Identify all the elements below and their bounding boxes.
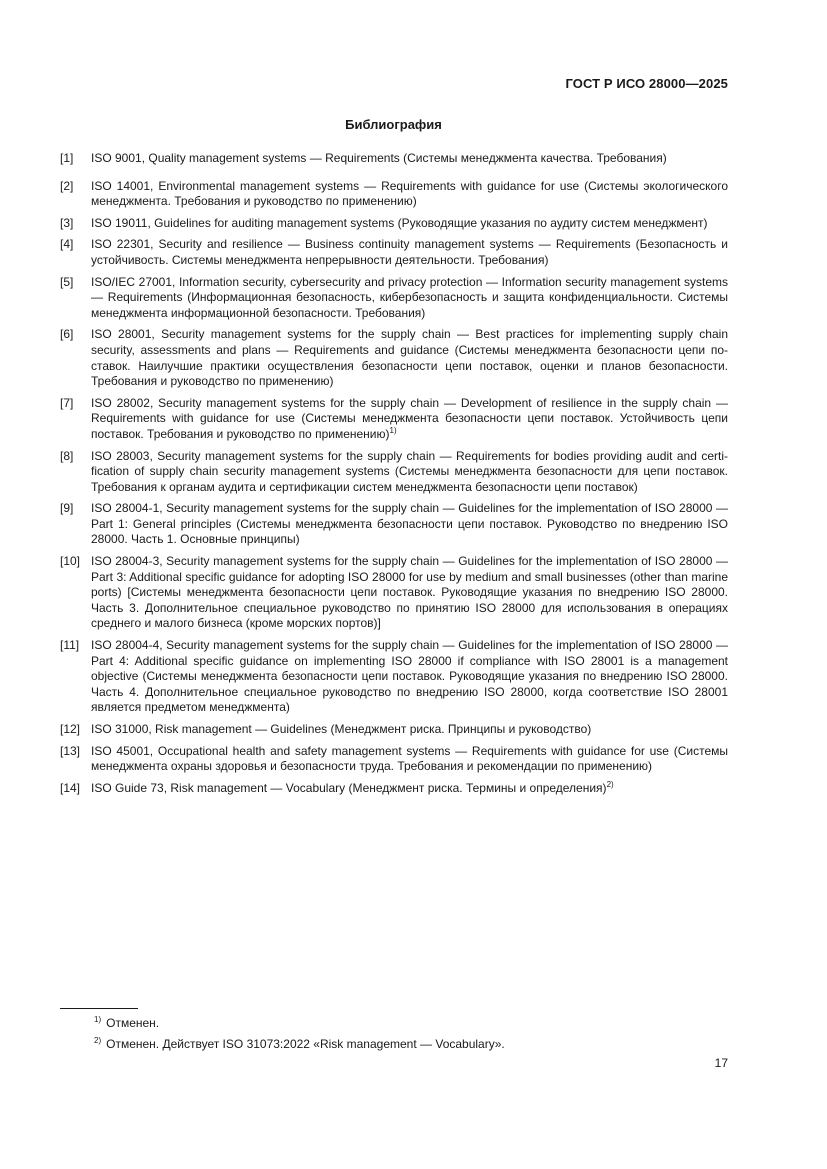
entry-citation: ISO 28002, Security management systems for the supply chain — Development of resilience in the supply chain — Requirements with guidance for use (Системы менеджмента безопасности цепи поставок. Устойчивость цепи поставок. Требования и руководство по применению) bbox=[91, 395, 728, 441]
entry-number: [14] bbox=[60, 780, 81, 795]
entry-citation: ISO 9001, Quality management systems — Requirements (Системы менеджмента качества. Требования) bbox=[91, 151, 667, 165]
entry-number: [3] bbox=[60, 215, 74, 230]
bibliography-entry-11 bbox=[60, 638, 728, 716]
page-header-standard-code: ГОСТ Р ИСО 28000—2025 bbox=[565, 76, 728, 91]
bibliography-entry-6 bbox=[60, 327, 728, 389]
entry-citation: ISO 28001, Security management systems for the supply chain — Best practices for implementing supply chain security, assessments and plans — Requirements and guidance (Системы менеджмента безопасности цепи поставок. Наилучшие практики осуществления безопасности цепи поставок, оценки и планов безопасности. Требования и руководство по применению) bbox=[91, 327, 728, 389]
entry-text bbox=[91, 396, 728, 443]
entry-text bbox=[91, 327, 728, 389]
bibliography-entry-1 bbox=[60, 151, 728, 167]
entry-number: [4] bbox=[60, 237, 74, 252]
entry-text bbox=[91, 781, 728, 797]
bibliography-entry-5 bbox=[60, 275, 728, 322]
entry-text bbox=[91, 638, 728, 716]
bibliography-entry-2 bbox=[60, 179, 728, 210]
entry-number: [7] bbox=[60, 395, 74, 410]
entry-text bbox=[91, 449, 728, 496]
entry-citation: ISO 19011, Guidelines for auditing management systems (Руководящие указания по аудиту систем менеджмент) bbox=[91, 215, 708, 230]
bibliography-entry-9 bbox=[60, 501, 728, 548]
entry-citation: ISO 14001, Environmental management systems — Requirements with guidance for use (Системы экологического менеджмента. Требования и руководство по применению) bbox=[91, 178, 728, 209]
entry-number: [8] bbox=[60, 448, 74, 463]
bibliography-entry-12 bbox=[60, 722, 728, 738]
bibliography-entry-14 bbox=[60, 781, 728, 797]
page-number: 17 bbox=[714, 1056, 728, 1070]
entry-citation: ISO Guide 73, Risk management — Vocabulary (Менеджмент риска. Термины и определения) bbox=[91, 780, 607, 795]
entry-text bbox=[91, 237, 728, 268]
footnote-mark: 2) bbox=[94, 1036, 102, 1045]
entry-citation: ISO 28003, Security management systems for the supply chain — Requirements for bodies providing audit and certification of supply chain security management systems (Системы менеджмента безопасности для цепи поставок. Требования к органам аудита и сертификации систем менеджмента безопасности цепи поставок) bbox=[91, 448, 728, 494]
bibliography-title: Библиография bbox=[345, 117, 442, 132]
entry-number: [1] bbox=[60, 151, 74, 165]
entry-text bbox=[91, 179, 728, 210]
entry-text bbox=[91, 151, 728, 167]
entry-number: [9] bbox=[60, 501, 74, 516]
entry-number: [12] bbox=[60, 722, 81, 736]
entry-text bbox=[91, 216, 728, 232]
footnote-2 bbox=[94, 1037, 728, 1052]
entry-number: [5] bbox=[60, 274, 74, 289]
entry-text bbox=[91, 501, 728, 548]
entry-citation: ISO 22301, Security and resilience — Business continuity management systems — Requirements (Безопасность и устойчивость. Системы менеджмента непрерывности деятельности. Требования) bbox=[91, 237, 728, 267]
entry-citation: ISO 28004-3, Security management systems for the supply chain — Guidelines for the implementation of ISO 28000 — Part 3: Additional specific guidance for adopting ISO 28000 for use by medium and small businesses (other than marine ports) [Системы менеджмента безопасности цепи поставок. Руководящие указания по внедрению ISO 28000. Часть 3. Дополнительное специальное руководство по принятию ISO 28000 для использования в операциях среднего и малого бизнеса (кроме морских портов)] bbox=[91, 554, 728, 631]
entry-number: [13] bbox=[60, 743, 81, 758]
footnotes-section bbox=[94, 1016, 728, 1058]
entry-text bbox=[91, 744, 728, 775]
entry-text bbox=[91, 275, 728, 322]
bibliography-list bbox=[60, 151, 728, 802]
bibliography-entry-7 bbox=[60, 396, 728, 443]
footnote-mark: 1) bbox=[94, 1015, 102, 1024]
footnote-text: Отменен. bbox=[106, 1016, 160, 1030]
bibliography-entry-8 bbox=[60, 449, 728, 496]
entry-text bbox=[91, 722, 728, 738]
entry-text bbox=[91, 554, 728, 632]
entry-number: [6] bbox=[60, 327, 74, 342]
entry-citation: ISO 31000, Risk management — Guidelines (Менеджмент риска. Принципы и руководство) bbox=[91, 722, 592, 736]
footnote-marker: 1) bbox=[389, 425, 397, 435]
entry-citation: ISO/IEC 27001, Information security, cybersecurity and privacy protection — Information security management systems — Requirements (Информационная безопасность, кибербезопасность и защита конфиденциальности. Системы менеджмента информационной безопасности. Требования) bbox=[91, 274, 728, 320]
entry-citation: ISO 28004-4, Security management systems for the supply chain — Guidelines for the implementation of ISO 28000 — Part 4: Additional specific guidance on implementing ISO 28000 if compliance with ISO 28001 is a management objective (Системы менеджмента безопасности цепи поставок. Руководящие указания по внедрению ISO 28000. Часть 4. Дополнительное специальное руководство по внедрению ISO 28000, когда соответствие ISO 28001 является предметом менеджмента) bbox=[91, 638, 728, 715]
bibliography-entry-10 bbox=[60, 554, 728, 632]
bibliography-entry-13 bbox=[60, 744, 728, 775]
entry-citation: ISO 45001, Occupational health and safety management systems — Requirements with guidance for use (Системы менеджмента охраны здоровья и безопасности труда. Требования и рекомендации по применению) bbox=[91, 743, 728, 774]
footnote-1 bbox=[94, 1016, 728, 1031]
footnote-separator-rule bbox=[60, 1008, 138, 1009]
entry-number: [2] bbox=[60, 178, 74, 193]
footnote-text: Отменен. Действует ISO 31073:2022 «Risk management — Vocabulary». bbox=[106, 1037, 505, 1051]
entry-number: [10] bbox=[60, 554, 81, 569]
entry-number: [11] bbox=[60, 638, 80, 653]
bibliography-entry-3 bbox=[60, 216, 728, 232]
bibliography-entry-4 bbox=[60, 237, 728, 268]
footnote-marker: 2) bbox=[606, 779, 614, 789]
entry-citation: ISO 28004-1, Security management systems for the supply chain — Guidelines for the implementation of ISO 28000 — Part 1: General principles (Системы менеджмента безопасности цепи поставок. Руководство по внедрению ISO 28000. Часть 1. Основные принципы) bbox=[91, 501, 728, 547]
